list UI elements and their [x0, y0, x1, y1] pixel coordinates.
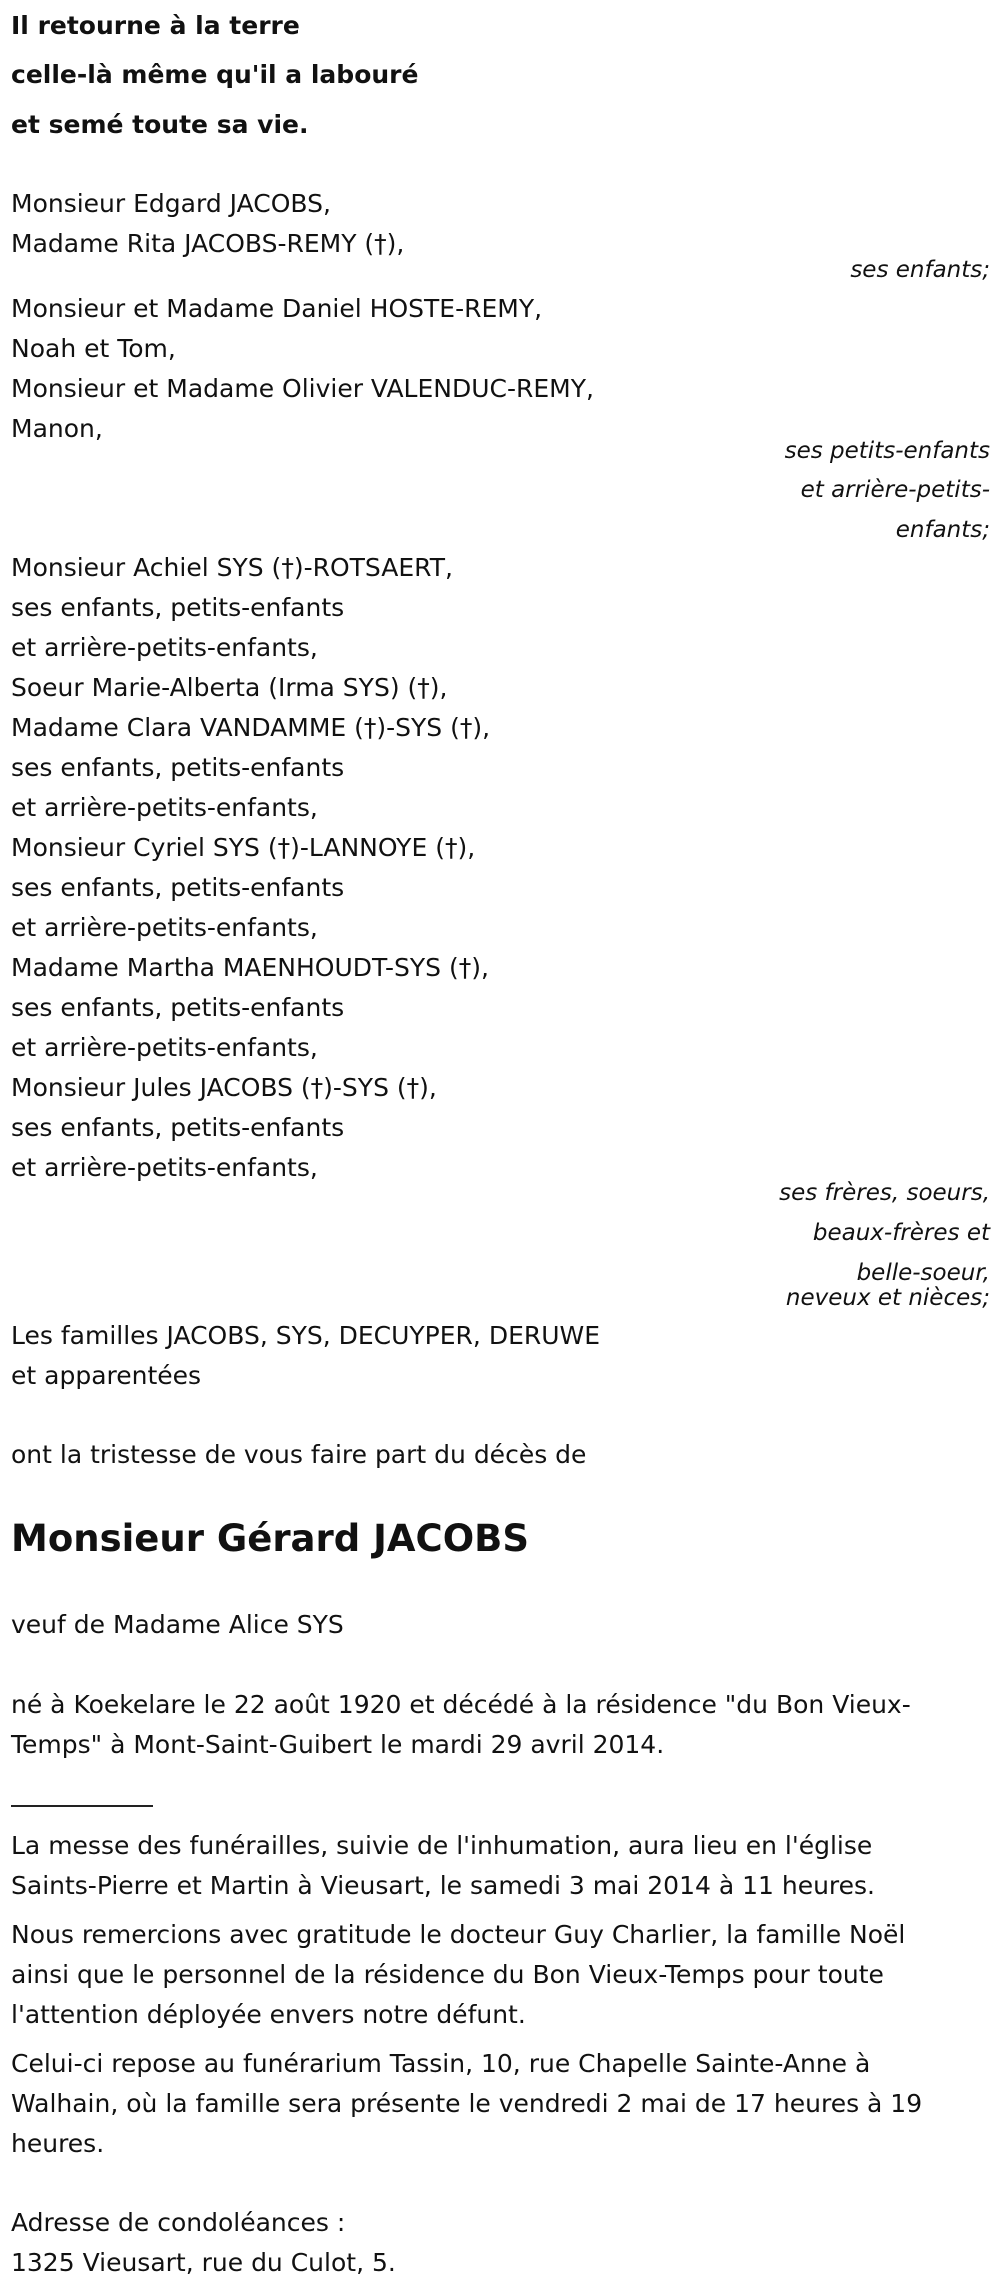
family-line: ses enfants, petits-enfants [11, 753, 345, 782]
family-line: Madame Martha MAENHOUDT-SYS (†), [11, 953, 489, 982]
family-line: Les familles JACOBS, SYS, DECUYPER, DERUWE [11, 1321, 601, 1350]
family-line: Monsieur Cyriel SYS (†)-LANNOYE (†), [11, 833, 476, 862]
family-line: Madame Clara VANDAMME (†)-SYS (†), [11, 713, 491, 742]
thanks-line: l'attention déployée envers notre défunt. [11, 2000, 526, 2029]
family-line: ses enfants, petits-enfants [11, 1113, 345, 1142]
family-line: Monsieur Achiel SYS (†)-ROTSAERT, [11, 553, 453, 582]
relation-label: enfants; [895, 517, 990, 543]
birth-death-line: Temps" à Mont-Saint-Guibert le mardi 29 avril 2014. [11, 1730, 665, 1759]
family-line: Soeur Marie-Alberta (Irma SYS) (†), [11, 673, 448, 702]
family-line: et apparentées [11, 1361, 202, 1390]
relation-label: neveux et nièces; [785, 1285, 990, 1311]
family-line: ses enfants, petits-enfants [11, 873, 345, 902]
epigraph-line: et semé toute sa vie. [11, 110, 309, 139]
relation-label: ses enfants; [850, 257, 990, 283]
family-line: Monsieur et Madame Olivier VALENDUC-REMY, [11, 374, 594, 403]
announcement-text: ont la tristesse de vous faire part du décès de [11, 1440, 587, 1469]
relation-label: et arrière-petits- [800, 477, 990, 503]
deceased-name: Monsieur Gérard JACOBS [11, 1517, 529, 1560]
family-line: Monsieur et Madame Daniel HOSTE-REMY, [11, 294, 543, 323]
relation-label: belle-soeur, [856, 1260, 990, 1286]
family-line: Madame Rita JACOBS-REMY (†), [11, 229, 405, 258]
widower-line: veuf de Madame Alice SYS [11, 1610, 344, 1639]
visitation-line: Walhain, où la famille sera présente le vendredi 2 mai de 17 heures à 19 [11, 2089, 923, 2118]
thanks-line: ainsi que le personnel de la résidence du Bon Vieux-Temps pour toute [11, 1960, 884, 1989]
epigraph-line: Il retourne à la terre [11, 11, 300, 40]
family-line: ses enfants, petits-enfants [11, 993, 345, 1022]
family-line: Manon, [11, 414, 103, 443]
funeral-line: La messe des funérailles, suivie de l'inhumation, aura lieu en l'église [11, 1831, 873, 1860]
visitation-line: heures. [11, 2129, 105, 2158]
birth-death-line: né à Koekelare le 22 août 1920 et décédé à la résidence "du Bon Vieux- [11, 1690, 911, 1719]
relation-label: beaux-frères et [812, 1220, 990, 1246]
condolences-line: Adresse de condoléances : [11, 2208, 346, 2237]
separator-line [11, 1805, 153, 1807]
family-line: Monsieur Edgard JACOBS, [11, 189, 331, 218]
family-line: Monsieur Jules JACOBS (†)-SYS (†), [11, 1073, 437, 1102]
family-line: et arrière-petits-enfants, [11, 793, 318, 822]
epigraph-line: celle-là même qu'il a labouré [11, 60, 419, 89]
family-line: Noah et Tom, [11, 334, 176, 363]
condolences-address: 1325 Vieusart, rue du Culot, 5. [11, 2248, 396, 2277]
family-line: et arrière-petits-enfants, [11, 1033, 318, 1062]
family-line: et arrière-petits-enfants, [11, 1153, 318, 1182]
family-line: et arrière-petits-enfants, [11, 913, 318, 942]
family-line: et arrière-petits-enfants, [11, 633, 318, 662]
funeral-line: Saints-Pierre et Martin à Vieusart, le samedi 3 mai 2014 à 11 heures. [11, 1871, 876, 1900]
thanks-line: Nous remercions avec gratitude le docteur Guy Charlier, la famille Noël [11, 1920, 906, 1949]
relation-label: ses frères, soeurs, [779, 1180, 990, 1206]
relation-label: ses petits-enfants [784, 438, 990, 464]
visitation-line: Celui-ci repose au funérarium Tassin, 10, rue Chapelle Sainte-Anne à [11, 2049, 871, 2078]
family-line: ses enfants, petits-enfants [11, 593, 345, 622]
